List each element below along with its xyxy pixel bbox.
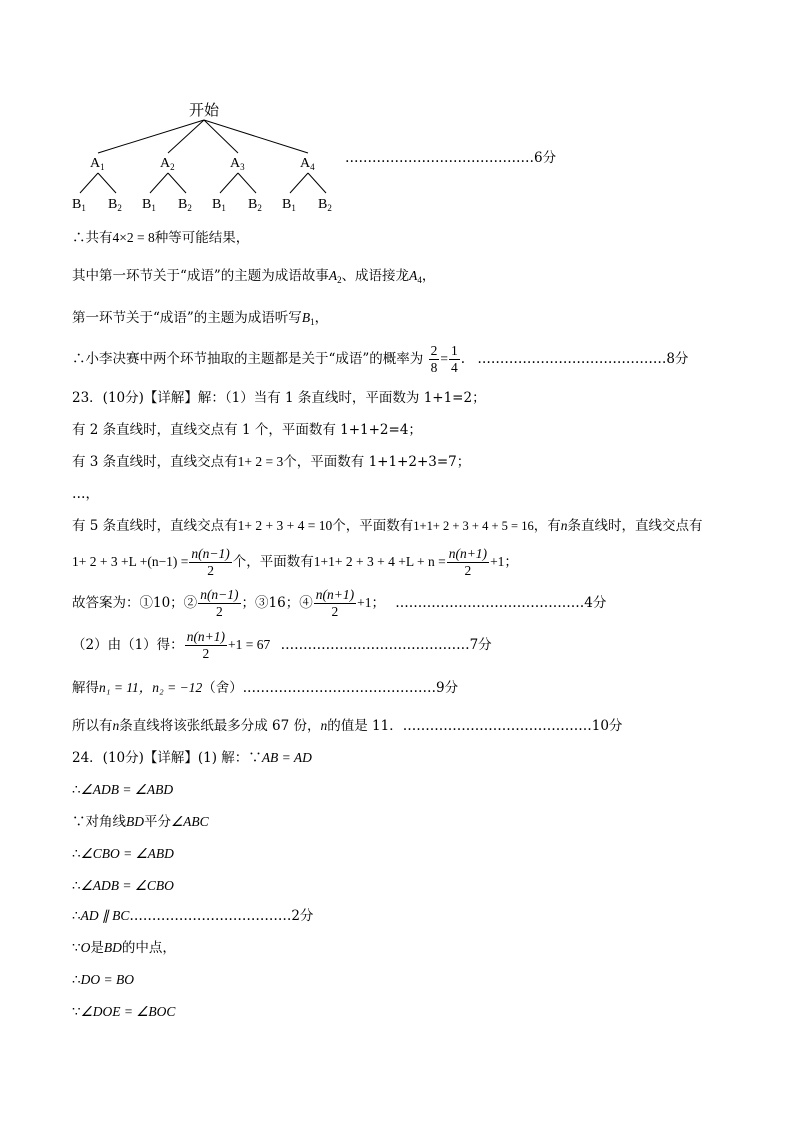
- q23-line7: 故答案为：①10；② $\frac{n(n-1)}{2}$ ；③16；④ $\frac{n(n+1)}{2}$ +1； ……………………………………4分: [72, 587, 607, 619]
- q23-line8: （2）由（1）得： $\frac{n(n+1)}{2}$ +1 = 67 ……………………………………7分: [72, 629, 492, 661]
- tree-node-b: $B_2$: [178, 197, 192, 213]
- tree-node-b: $B_2$: [108, 197, 122, 213]
- fraction: $\frac{n(n+1)}{2}$: [186, 629, 226, 661]
- q23-line5: 有 5 条直线时，直线交点有1+ 2 + 3 + 4 = 10个，平面数有1+1+ 2 + 3 + 4 + 5 = 16，有n条直线时，直线交点有: [72, 518, 703, 534]
- q23-line3: 有 3 条直线时，直线交点有1+ 2 = 3个，平面数有 1+1+2+3=7；: [72, 454, 471, 470]
- q24-header: 24．(10分)【详解】(1) 解：∵AB = AD: [72, 750, 312, 766]
- tree-node-b: $B_2$: [318, 197, 332, 213]
- q23-line9: 解得n₁ = 11，n₂ = −12（舍）.……………………………………9分: [72, 680, 459, 696]
- tree-level2-nodes: [72, 197, 332, 213]
- q24-line7: ∵O是BD的中点，: [72, 940, 176, 956]
- q23-line6: 1+ 2 + 3 +L +(n−1) = $\frac{n(n-1)}{2}$ 个，平面数有1+1+ 2 + 3 + 4 +L + n = $\frac{n(n+1)}{2}$ +1；: [72, 546, 518, 578]
- q22-line1: ∴共有4×2 = 8种等可能结果，: [72, 230, 250, 246]
- tree-node-b: $B_1$: [142, 197, 156, 213]
- q23-line2: 有 2 条直线时，直线交点有 1 个，平面数有 1+1+2=4；: [72, 422, 422, 438]
- q22-line3: 第一环节关于“成语”的主题为成语听写$B_1$，: [72, 310, 329, 327]
- q24-line8: ∴DO = BO: [72, 972, 134, 988]
- q24-line3: ∵对角线BD平分∠ABC: [72, 814, 209, 830]
- tree-edges-level2: [80, 173, 326, 193]
- tree-node-a4: $A_4$: [300, 156, 315, 172]
- q22-line4: ∴小李决赛中两个环节抽取的主题都是关于“成语”的概率为 $\frac{2}{8}$ = $\frac{1}{4}$ . ……………………………………8分: [72, 343, 689, 375]
- tree-node-a2: $A_2$: [160, 156, 175, 172]
- q24-line5: ∴∠ADB = ∠CBO: [72, 878, 174, 894]
- fraction: $\frac{n(n+1)}{2}$: [448, 546, 488, 578]
- fraction: $\frac{n(n+1)}{2}$: [315, 587, 355, 619]
- q23-header: 23．(10分)【详解】解：（1）当有 1 条直线时，平面数为 1+1=2；: [72, 390, 486, 406]
- q24-line2: ∴∠ADB = ∠ABD: [72, 782, 174, 798]
- tree-node-b: $B_2$: [248, 197, 262, 213]
- tree-node-b: $B_1$: [282, 197, 296, 213]
- q22-line2: 其中第一环节关于“成语”的主题为成语故事$A_2$、成语接龙$A_4$，: [72, 268, 436, 285]
- tree-node-a3: $A_3$: [230, 156, 245, 172]
- q24-line9: ∵∠DOE = ∠BOC: [72, 1004, 176, 1020]
- q24-line4: ∴∠CBO = ∠ABD: [72, 846, 174, 862]
- tree-node-b: $B_1$: [212, 197, 226, 213]
- tree-level1-nodes: [90, 156, 315, 172]
- tree-node-b: $B_1$: [72, 197, 86, 213]
- fraction: $\frac{2}{8}$: [430, 343, 438, 375]
- tree-score: ……………………………………6分: [345, 150, 557, 166]
- fraction: $\frac{n(n-1)}{2}$: [191, 546, 230, 578]
- q23-line4: …，: [72, 486, 99, 502]
- tree-root: 开始: [188, 103, 220, 119]
- fraction: $\frac{n(n-1)}{2}$: [200, 587, 239, 619]
- q24-line6: ∴AD ∥ BC………………………………2分: [72, 908, 314, 924]
- fraction: $\frac{1}{4}$: [450, 343, 458, 375]
- tree-node-a1: $A_1$: [90, 156, 105, 172]
- tree-edges-level1: [98, 120, 308, 153]
- q23-line10: 所以有n条直线将该张纸最多分成 67 份，n的值是 11．……………………………………10分: [72, 718, 623, 734]
